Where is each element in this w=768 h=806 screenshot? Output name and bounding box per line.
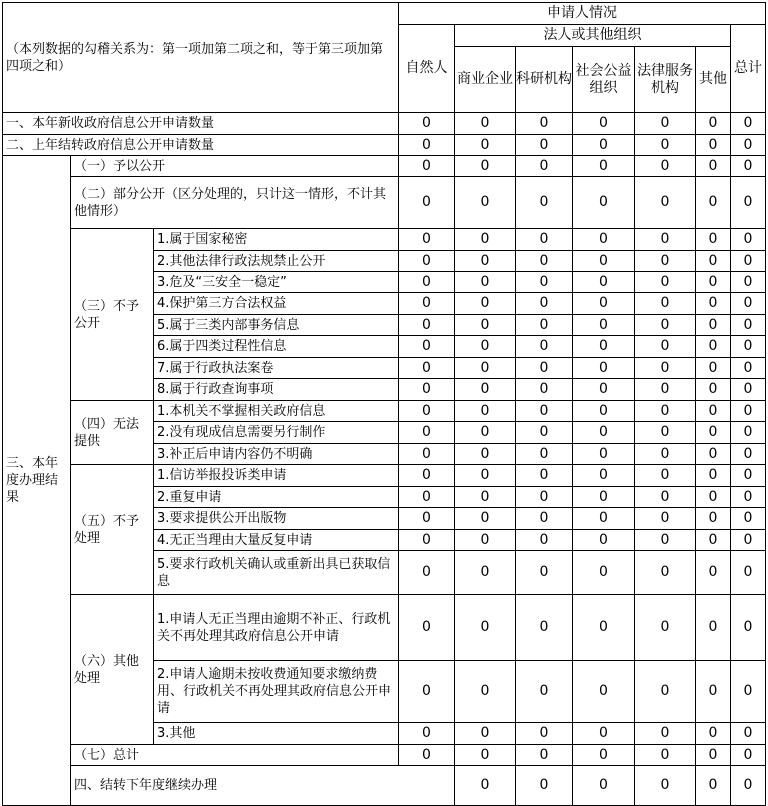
value-cell: 0 <box>635 315 696 336</box>
value-cell: 0 <box>455 508 516 530</box>
value-cell: 0 <box>635 177 696 229</box>
value-cell: 0 <box>399 113 455 135</box>
value-cell: 0 <box>399 358 455 379</box>
value-cell: 0 <box>455 229 516 251</box>
value-cell: 0 <box>696 530 731 551</box>
value-cell: 0 <box>731 229 766 251</box>
row-label-g6-item: 1.申请人无正当理由逾期不补正、行政机关不再处理其政府信息公开申请 <box>154 595 399 661</box>
value-cell: 0 <box>455 401 516 422</box>
value-cell: 0 <box>696 379 731 401</box>
value-cell: 0 <box>399 595 455 661</box>
row-label-g3-item: 8.属于行政查询事项 <box>154 379 399 401</box>
value-cell: 0 <box>731 113 766 135</box>
value-cell: 0 <box>635 156 696 177</box>
value-cell: 0 <box>696 251 731 272</box>
value-cell: 0 <box>635 422 696 444</box>
row-label-next-year: 四、结转下年度继续办理 <box>71 766 455 806</box>
value-cell: 0 <box>516 530 573 551</box>
value-cell: 0 <box>516 251 573 272</box>
value-cell: 0 <box>573 156 635 177</box>
total-header: 总计 <box>731 25 766 113</box>
value-cell: 0 <box>399 422 455 444</box>
value-cell: 0 <box>573 766 635 806</box>
value-cell: 0 <box>455 379 516 401</box>
other-header: 其他 <box>696 47 731 113</box>
value-cell: 0 <box>516 293 573 315</box>
row-label-g1: （一）予以公开 <box>71 156 399 177</box>
value-cell: 0 <box>731 156 766 177</box>
value-cell: 0 <box>399 135 455 156</box>
value-cell: 0 <box>731 595 766 661</box>
value-cell: 0 <box>573 336 635 358</box>
table-row <box>3 156 766 177</box>
value-cell: 0 <box>635 113 696 135</box>
table-row <box>3 465 766 487</box>
value-cell: 0 <box>516 508 573 530</box>
value-cell: 0 <box>635 766 696 806</box>
value-cell: 0 <box>696 723 731 745</box>
disclosure-table <box>2 2 766 806</box>
row-label-g4: （四）无法提供 <box>71 401 154 465</box>
row-label-g3-item: 5.属于三类内部事务信息 <box>154 315 399 336</box>
value-cell: 0 <box>696 336 731 358</box>
value-cell: 0 <box>455 530 516 551</box>
value-cell: 0 <box>573 487 635 508</box>
value-cell: 0 <box>399 229 455 251</box>
value-cell: 0 <box>399 508 455 530</box>
value-cell: 0 <box>516 135 573 156</box>
value-cell: 0 <box>696 551 731 595</box>
value-cell: 0 <box>635 551 696 595</box>
value-cell: 0 <box>455 661 516 723</box>
value-cell: 0 <box>635 379 696 401</box>
value-cell: 0 <box>731 401 766 422</box>
value-cell: 0 <box>516 551 573 595</box>
value-cell: 0 <box>399 487 455 508</box>
value-cell: 0 <box>573 551 635 595</box>
value-cell: 0 <box>516 358 573 379</box>
row-label-g4-item: 2.没有现成信息需要另行制作 <box>154 422 399 444</box>
value-cell: 0 <box>635 229 696 251</box>
value-cell: 0 <box>516 336 573 358</box>
row-label-g7: （七）总计 <box>71 745 399 766</box>
business-header: 商业企业 <box>455 47 516 113</box>
value-cell: 0 <box>573 293 635 315</box>
value-cell: 0 <box>731 551 766 595</box>
row-label-g4-item: 1.本机关不掌握相关政府信息 <box>154 401 399 422</box>
value-cell: 0 <box>455 293 516 315</box>
value-cell: 0 <box>696 358 731 379</box>
value-cell: 0 <box>731 661 766 723</box>
table-row <box>3 229 766 251</box>
value-cell: 0 <box>455 595 516 661</box>
row-label-new: 一、本年新收政府信息公开申请数量 <box>3 113 399 135</box>
value-cell: 0 <box>573 135 635 156</box>
row-label-g5-item: 4.无正当理由大量反复申请 <box>154 530 399 551</box>
value-cell: 0 <box>573 595 635 661</box>
row-label-g2: （二）部分公开（区分处理的，只计这一情形，不计其他情形） <box>71 177 399 229</box>
value-cell: 0 <box>731 530 766 551</box>
value-cell: 0 <box>635 661 696 723</box>
value-cell: 0 <box>573 444 635 465</box>
natural-person-header: 自然人 <box>399 25 455 113</box>
value-cell: 0 <box>696 661 731 723</box>
row-label-g5: （五）不予处理 <box>71 465 154 595</box>
header-note: （本列数据的勾稽关系为：第一项加第二项之和，等于第三项加第四项之和） <box>3 3 399 113</box>
value-cell: 0 <box>731 766 766 806</box>
value-cell: 0 <box>455 135 516 156</box>
value-cell: 0 <box>516 379 573 401</box>
value-cell: 0 <box>731 272 766 293</box>
value-cell: 0 <box>455 444 516 465</box>
value-cell: 0 <box>455 251 516 272</box>
row-label-g5-item: 1.信访举报投诉类申请 <box>154 465 399 487</box>
value-cell: 0 <box>635 358 696 379</box>
value-cell: 0 <box>696 487 731 508</box>
value-cell: 0 <box>399 293 455 315</box>
value-cell: 0 <box>573 113 635 135</box>
value-cell: 0 <box>455 487 516 508</box>
value-cell: 0 <box>455 766 516 806</box>
value-cell: 0 <box>516 229 573 251</box>
value-cell: 0 <box>399 723 455 745</box>
value-cell: 0 <box>731 293 766 315</box>
value-cell: 0 <box>399 272 455 293</box>
value-cell: 0 <box>635 487 696 508</box>
value-cell: 0 <box>455 465 516 487</box>
value-cell: 0 <box>731 422 766 444</box>
value-cell: 0 <box>455 422 516 444</box>
value-cell: 0 <box>696 272 731 293</box>
value-cell: 0 <box>635 251 696 272</box>
value-cell: 0 <box>399 315 455 336</box>
research-header: 科研机构 <box>516 47 573 113</box>
legal-group-header: 法人或其他组织 <box>455 25 731 47</box>
value-cell: 0 <box>516 745 573 766</box>
value-cell: 0 <box>731 135 766 156</box>
row-label-g6-item: 2.申请人逾期未按收费通知要求缴纳费用、行政机关不再处理其政府信息公开申请 <box>154 661 399 723</box>
value-cell: 0 <box>731 465 766 487</box>
value-cell: 0 <box>731 358 766 379</box>
value-cell: 0 <box>696 745 731 766</box>
row-label-g5-item: 5.要求行政机关确认或重新出具已获取信息 <box>154 551 399 595</box>
value-cell: 0 <box>573 723 635 745</box>
value-cell: 0 <box>399 530 455 551</box>
value-cell: 0 <box>731 487 766 508</box>
value-cell: 0 <box>573 661 635 723</box>
value-cell: 0 <box>731 508 766 530</box>
value-cell: 0 <box>455 336 516 358</box>
value-cell: 0 <box>635 595 696 661</box>
value-cell: 0 <box>731 251 766 272</box>
value-cell: 0 <box>573 315 635 336</box>
value-cell: 0 <box>635 336 696 358</box>
value-cell: 0 <box>516 113 573 135</box>
value-cell: 0 <box>455 113 516 135</box>
row-label-g5-item: 2.重复申请 <box>154 487 399 508</box>
value-cell: 0 <box>573 508 635 530</box>
value-cell: 0 <box>399 551 455 595</box>
value-cell: 0 <box>516 661 573 723</box>
value-cell: 0 <box>455 156 516 177</box>
value-cell: 0 <box>516 487 573 508</box>
value-cell: 0 <box>635 444 696 465</box>
row-label-g6-item: 3.其他 <box>154 723 399 745</box>
row-label-g3-item: 2.其他法律行政法规禁止公开 <box>154 251 399 272</box>
row-label-results: 三、本年度办理结果 <box>3 156 71 806</box>
value-cell: 0 <box>399 177 455 229</box>
value-cell: 0 <box>731 315 766 336</box>
value-cell: 0 <box>516 422 573 444</box>
value-cell: 0 <box>455 745 516 766</box>
value-cell: 0 <box>455 272 516 293</box>
value-cell: 0 <box>399 465 455 487</box>
value-cell: 0 <box>635 401 696 422</box>
value-cell: 0 <box>573 422 635 444</box>
value-cell: 0 <box>696 135 731 156</box>
row-label-g5-item: 3.要求提供公开出版物 <box>154 508 399 530</box>
value-cell: 0 <box>573 358 635 379</box>
value-cell: 0 <box>696 422 731 444</box>
value-cell: 0 <box>573 379 635 401</box>
value-cell: 0 <box>516 177 573 229</box>
value-cell: 0 <box>455 551 516 595</box>
value-cell: 0 <box>696 156 731 177</box>
table-row <box>3 135 766 156</box>
value-cell: 0 <box>696 229 731 251</box>
social-header: 社会公益组织 <box>573 47 635 113</box>
value-cell: 0 <box>731 379 766 401</box>
value-cell: 0 <box>731 444 766 465</box>
row-label-g3-item: 6.属于四类过程性信息 <box>154 336 399 358</box>
value-cell: 0 <box>635 745 696 766</box>
value-cell: 0 <box>573 745 635 766</box>
value-cell: 0 <box>516 401 573 422</box>
value-cell: 0 <box>696 465 731 487</box>
value-cell: 0 <box>635 135 696 156</box>
value-cell: 0 <box>696 401 731 422</box>
value-cell: 0 <box>399 745 455 766</box>
legal-service-header: 法律服务机构 <box>635 47 696 113</box>
value-cell: 0 <box>399 156 455 177</box>
value-cell: 0 <box>731 723 766 745</box>
value-cell: 0 <box>573 530 635 551</box>
value-cell: 0 <box>455 723 516 745</box>
value-cell: 0 <box>516 315 573 336</box>
value-cell: 0 <box>573 272 635 293</box>
value-cell: 0 <box>455 315 516 336</box>
value-cell: 0 <box>635 508 696 530</box>
value-cell: 0 <box>696 177 731 229</box>
row-label-g6: （六）其他处理 <box>71 595 154 745</box>
row-label-g3-item: 3.危及“三安全一稳定” <box>154 272 399 293</box>
value-cell: 0 <box>455 177 516 229</box>
value-cell: 0 <box>516 595 573 661</box>
value-cell: 0 <box>573 401 635 422</box>
value-cell: 0 <box>635 530 696 551</box>
value-cell: 0 <box>516 272 573 293</box>
value-cell: 0 <box>399 251 455 272</box>
row-label-g4-item: 3.补正后申请内容仍不明确 <box>154 444 399 465</box>
row-label-g3: （三）不予公开 <box>71 229 154 401</box>
value-cell: 0 <box>573 177 635 229</box>
value-cell: 0 <box>399 401 455 422</box>
value-cell: 0 <box>696 444 731 465</box>
value-cell: 0 <box>731 745 766 766</box>
value-cell: 0 <box>455 358 516 379</box>
value-cell: 0 <box>731 177 766 229</box>
value-cell: 0 <box>696 113 731 135</box>
value-cell: 0 <box>696 595 731 661</box>
value-cell: 0 <box>516 444 573 465</box>
table-row <box>3 177 766 229</box>
value-cell: 0 <box>635 293 696 315</box>
value-cell: 0 <box>635 723 696 745</box>
value-cell: 0 <box>696 766 731 806</box>
row-label-g3-item: 1.属于国家秘密 <box>154 229 399 251</box>
row-label-carried: 二、上年结转政府信息公开申请数量 <box>3 135 399 156</box>
value-cell: 0 <box>399 661 455 723</box>
value-cell: 0 <box>573 465 635 487</box>
value-cell: 0 <box>696 293 731 315</box>
table-row <box>3 766 766 806</box>
value-cell: 0 <box>696 315 731 336</box>
value-cell: 0 <box>399 336 455 358</box>
value-cell: 0 <box>516 156 573 177</box>
value-cell: 0 <box>516 723 573 745</box>
row-label-g3-item: 7.属于行政执法案卷 <box>154 358 399 379</box>
row-label-g3-item: 4.保护第三方合法权益 <box>154 293 399 315</box>
table-row <box>3 401 766 422</box>
value-cell: 0 <box>573 251 635 272</box>
value-cell: 0 <box>516 766 573 806</box>
value-cell: 0 <box>573 229 635 251</box>
table-row <box>3 595 766 661</box>
value-cell: 0 <box>635 272 696 293</box>
applicant-header: 申请人情况 <box>399 3 766 25</box>
value-cell: 0 <box>399 379 455 401</box>
value-cell: 0 <box>516 465 573 487</box>
table-row <box>3 745 766 766</box>
value-cell: 0 <box>696 508 731 530</box>
value-cell: 0 <box>635 465 696 487</box>
value-cell: 0 <box>399 444 455 465</box>
value-cell: 0 <box>731 336 766 358</box>
table-row <box>3 113 766 135</box>
